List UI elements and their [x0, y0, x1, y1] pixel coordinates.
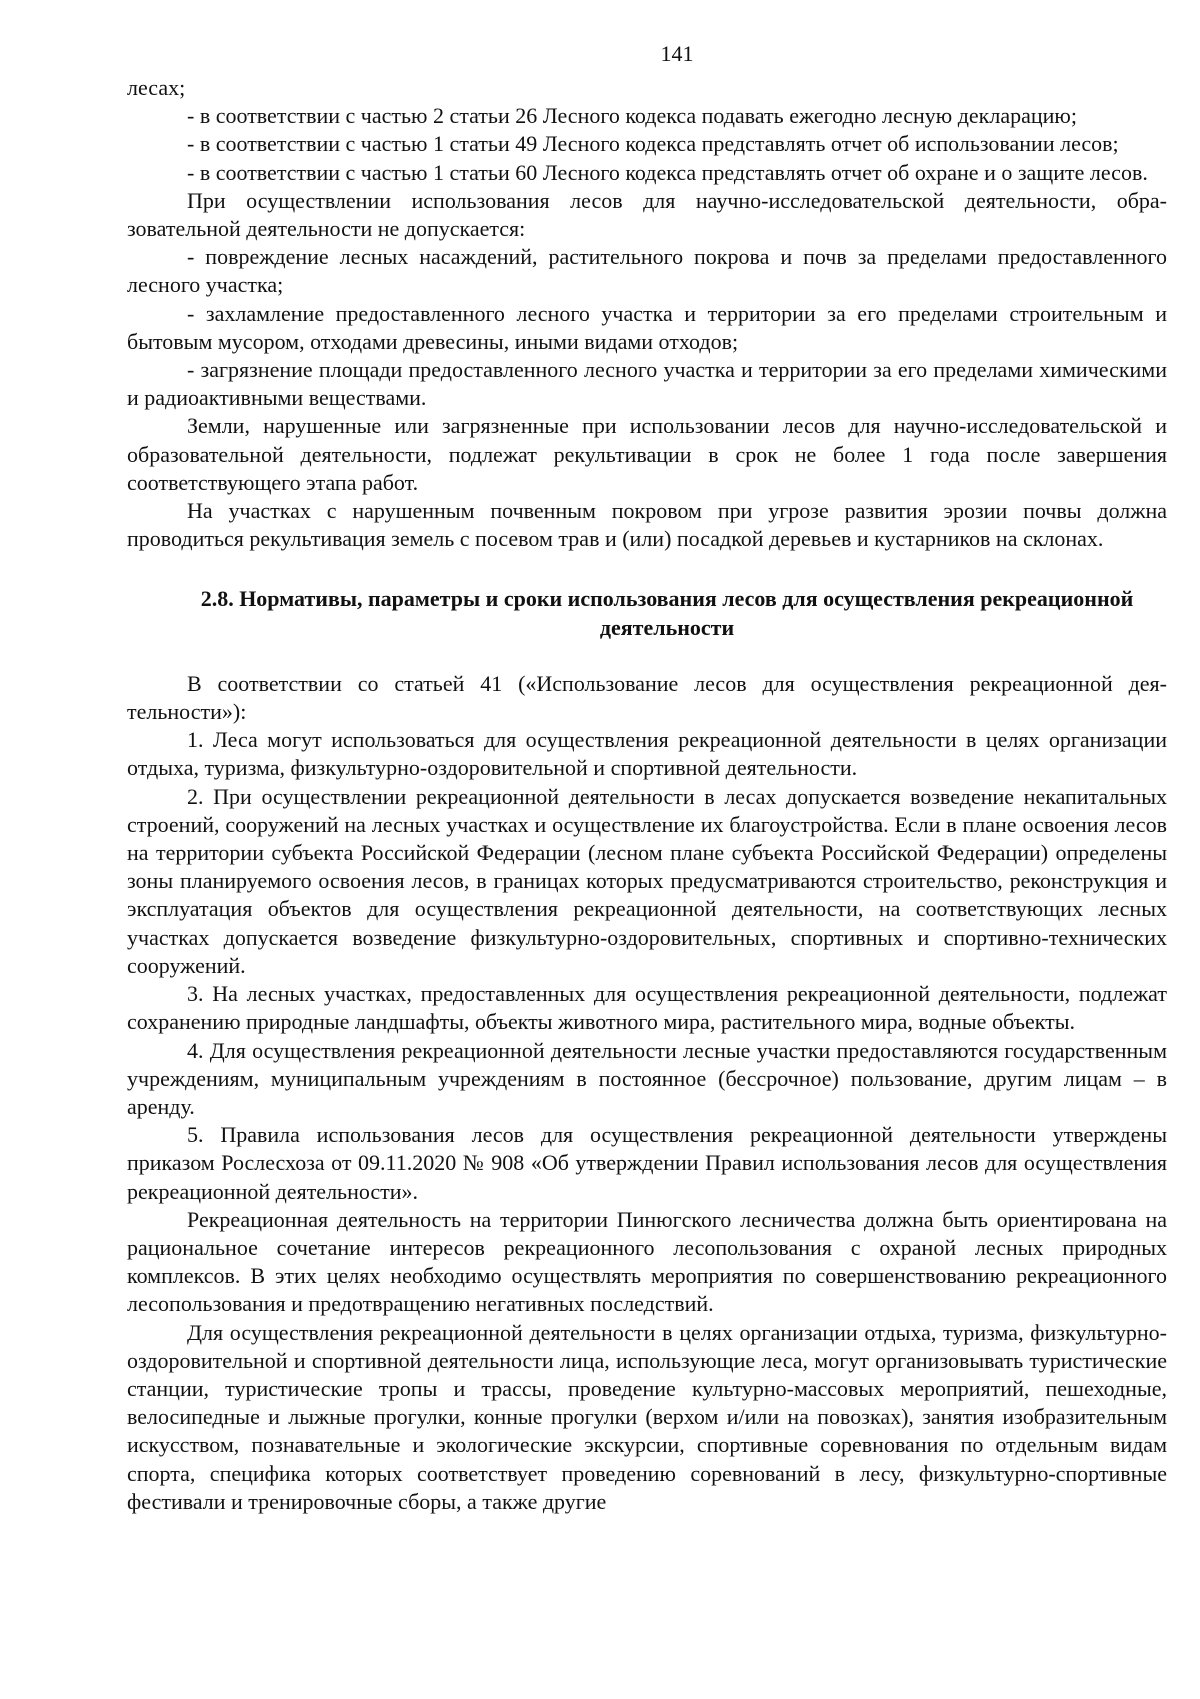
paragraph: В соответствии со статьей 41 («Использование лесов для осуществления рекреационной деятельности»): — [127, 670, 1167, 725]
numbered-item: 1. Леса могут использоваться для осуществления рекреационной деятельности в целях организации отдыха, туризма, физкультурно-оздоровительной и спортивной деятельности. — [127, 727, 1167, 781]
numbered-item: 2. При осуществлении рекреационной деятельности в лесах допускается возведение некапитальных строений, сооружений на лесных участках и осуществление их благоустройства. Если в плане освоения лесов на территории субъекта Российской Федерации (лесном плане субъекта Российской Федерации) определены зоны планируемого освоения лесов, в границах которых предусматриваются строительство, реконструкция и эксплуатация объектов для осуществления рекреационной деятельности, на соответствующих лесных участках допускается возведение физкультурно-оздоровительных, спортивных и спортивно-технических сооружений. — [127, 783, 1167, 978]
paragraph: Земли, нарушенные или загрязненные при использовании лесов для научно-исследовательской и образовательной деятельности, подлежат рекультивации в срок не более 1 года после завершения соответствующего этапа работ. — [127, 413, 1167, 495]
paragraph: Для осуществления рекреационной деятельности в целях организации отдыха, туризма, физкультурно-оздоровительной и спортивной деятельности лица, использующие леса, могут организовывать туристические станции, туристические тропы и трассы, проведение культурно-массовых мероприятий, пешеходные, велосипедные и лыжные прогулки, конные прогулки (верхом и/или на повозках), занятия изобразительным искусством, познавательные и экологические экскурсии, спортивные соревнования по отдельным видам спорта, специфика которых соответствует проведению соревнований в лесу, физкультурно-спортивные фестивали и тренировочные сборы, а также другие — [127, 1319, 1167, 1514]
list-item: - загрязнение площади предоставленного лесного участка и территории за его пределами химическими и радиоактивными веществами. — [127, 357, 1167, 411]
list-item: - повреждение лесных насаждений, растительного покрова и почв за пределами предоставленного лесного участка; — [127, 244, 1167, 298]
paragraph: Рекреационная деятельность на территории Пинюгского лесничества должна быть ориентирована на рациональное сочетание интересов рекреационного лесопользования с охраной лесных природных комплексов. В этих целях необходимо осуществлять мероприятия по совершенствованию рекреационного лесопользования и предотвращению негативных последствий. — [127, 1206, 1167, 1317]
list-item: - в соответствии с частью 1 статьи 60 Лесного кодекса представлять отчет об охране и о защите лесов. — [187, 159, 1148, 185]
list-item: - в соответствии с частью 2 статьи 26 Лесного кодекса подавать ежегодно лесную декларацию; — [187, 103, 1077, 129]
paragraph: На участках с нарушенным почвенным покровом при угрозе развития эрозии почвы должна проводиться рекультивация земель с посевом трав и (или) посадкой деревьев и кустарников на склонах. — [127, 498, 1167, 552]
page-number: 141 — [660, 41, 694, 66]
list-item: - в соответствии с частью 1 статьи 49 Лесного кодекса представлять отчет об использовании лесов; — [187, 131, 1119, 157]
list-item: - захламление предоставленного лесного участка и территории за его пределами строительным и бытовым мусором, отходами древесины, иными видами отходов; — [127, 300, 1167, 354]
paragraph: При осуществлении использования лесов для научно-исследовательской деятельности, образовательной деятельности не допускается: — [127, 187, 1167, 242]
numbered-item: 3. На лесных участках, предоставленных для осуществления рекреационной деятельности, подлежат сохранению природные ландшафты, объекты животного мира, растительного мира, водные объекты. — [127, 981, 1167, 1035]
numbered-item: 4. Для осуществления рекреационной деятельности лесные участки предоставляются государственным учреждениям, муниципальным учреждениям в постоянное (бессрочное) пользование, другим лицам – в аренду. — [127, 1037, 1167, 1119]
numbered-item: 5. Правила использования лесов для осуществления рекреационной деятельности утверждены приказом Рослесхоза от 09.11.2020 № 908 «Об утверждении Правил использования лесов для осуществления рекреационной деятельности». — [127, 1122, 1167, 1204]
section-heading: 2.8. Нормативы, параметры и сроки использования лесов для осуществления рекреационной деятельности — [200, 586, 1134, 640]
paragraph: лесах; — [127, 75, 186, 100]
